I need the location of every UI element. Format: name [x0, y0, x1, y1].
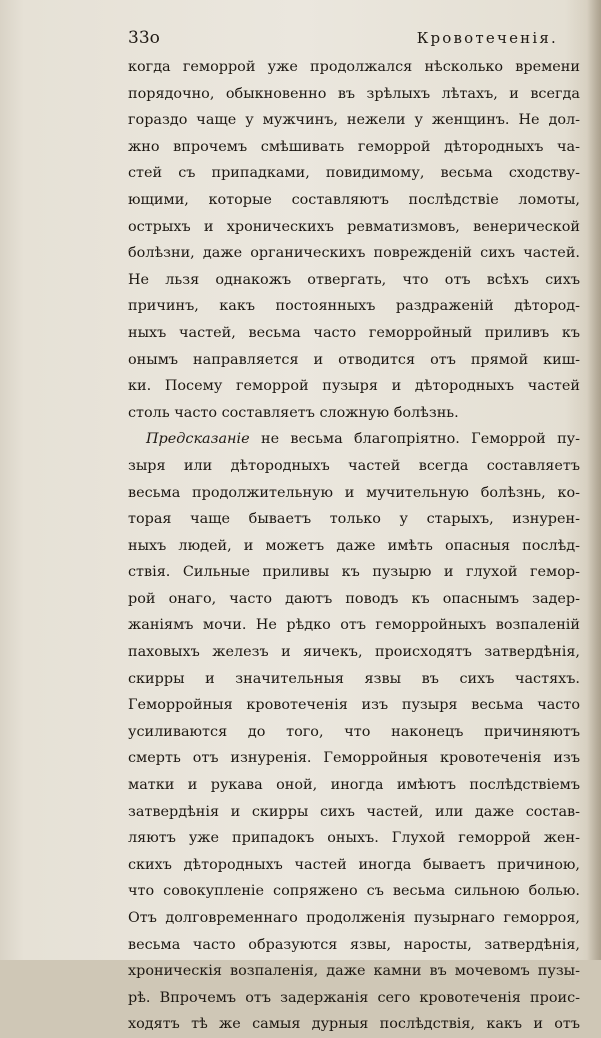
text-line-content: хроническія возпаленія, даже камни въ мочевомъ пузы- [128, 963, 580, 980]
text-line [128, 506, 580, 533]
text-line-content: причинъ, какъ постоянныхъ раздраженій дѣтород- [128, 298, 580, 315]
text-line [128, 905, 580, 932]
text-line [128, 958, 580, 985]
text-line [128, 453, 580, 480]
text-line [128, 160, 580, 187]
text-line-content: весьма продолжительную и мучительную болѣзнь, ко- [128, 484, 580, 501]
running-head: Кровотеченія. [416, 29, 558, 47]
text-line [128, 134, 580, 161]
text-line-content: порядочно, обыкновенно въ зрѣлыхъ лѣтахъ, и всегда [128, 85, 580, 102]
text-line-content: жаніямъ мочи. Не рѣдко отъ геморройныхъ возпаленій [128, 617, 580, 634]
text-line [128, 666, 580, 693]
text-line-content: онымъ направляется и отводится отъ прямой киш- [128, 351, 580, 368]
text-line-content: затвердѣнія и скирры сихъ частей, или даже состав- [128, 803, 580, 820]
text-line [128, 639, 580, 666]
text-line-content: усиливаются до того, что наконецъ причиняютъ [128, 723, 580, 740]
text-line-content: когда геморрой уже продолжался нѣсколько времени [128, 59, 580, 75]
text-line [128, 745, 580, 772]
text-line [128, 719, 580, 746]
text-line [128, 373, 580, 400]
text-line [128, 1011, 580, 1038]
text-line-content: торая чаще бываетъ только у старыхъ, изнурен- [128, 511, 580, 528]
text-line-content: болѣзни, даже органическихъ поврежденій сихъ частей. [128, 245, 580, 262]
text-line [128, 54, 580, 81]
text-line [128, 799, 580, 826]
text-line-content: рѣ. Впрочемъ отъ задержанія сего кровотеченія проис- [128, 989, 580, 1006]
text-line-content: ки. Посему геморрой пузыря и дѣтородныхъ частей [128, 378, 580, 395]
page-edge-shadow [587, 0, 601, 960]
page-number: 33o [128, 28, 160, 48]
section-lead-word: Предсказаніе [146, 431, 250, 448]
text-line [128, 586, 580, 613]
text-line-content: не весьма благопріятно. Геморрой пу- [249, 431, 580, 448]
text-line-content: ныхъ людей, и можетъ даже имѣть опасныя послѣд- [128, 537, 580, 554]
text-line-content: ющими, которые составляютъ послѣдствіе ломоты, [128, 191, 580, 208]
text-line [128, 772, 580, 799]
text-line-content: жно впрочемъ смѣшивать геморрой дѣтородныхъ ча- [128, 138, 580, 155]
text-line-content: скихъ дѣтородныхъ частей иногда бываетъ причиною, [128, 856, 580, 873]
text-line [128, 240, 580, 267]
text-line-content: стей съ припадками, повидимому, весьма сходству- [128, 165, 580, 182]
body-text [128, 54, 580, 1038]
text-line-content: столь часто составляетъ сложную болѣзнь. [128, 404, 459, 421]
text-line-content: рой онаго, часто даютъ поводъ къ опаснымъ задер- [128, 590, 580, 607]
text-line [128, 559, 580, 586]
text-line [128, 347, 580, 374]
text-line-content: матки и рукава оной, иногда имѣютъ послѣдствіемъ [128, 777, 580, 794]
text-line-content: паховыхъ железъ и яичекъ, происходятъ затвердѣнія, [128, 644, 580, 661]
text-line-content: гораздо чаще у мужчинъ, нежели у женщинъ. Не дол- [128, 112, 580, 129]
text-line-content: острыхъ и хроническихъ ревматизмовъ, венерической [128, 218, 580, 235]
text-line-content: зыря или дѣтородныхъ частей всегда составляетъ [128, 457, 580, 474]
page-header [128, 28, 558, 52]
text-line [128, 852, 580, 879]
text-line [128, 533, 580, 560]
text-line-content: скирры и значительныя язвы въ сихъ частяхъ. [128, 670, 580, 687]
text-line [128, 107, 580, 134]
text-line [128, 400, 580, 427]
text-line-content: ствія. Сильные приливы къ пузырю и глухой гемор- [128, 564, 580, 581]
text-line-content: ныхъ частей, весьма часто геморройный приливъ къ [128, 324, 580, 341]
text-line-content: смерть отъ изнуренія. Геморройныя кровотеченія изъ [128, 750, 580, 767]
text-line [128, 81, 580, 108]
text-line [128, 825, 580, 852]
text-line [128, 985, 580, 1012]
text-line [128, 267, 580, 294]
text-line-content: Не льзя однакожъ отвергать, что отъ всѣхъ сихъ [128, 271, 580, 288]
text-line [128, 878, 580, 905]
text-line-content: Отъ долговременнаго продолженія пузырнаго геморроя, [128, 910, 580, 926]
text-line [128, 932, 580, 959]
text-line-content: Геморройныя кровотеченія изъ пузыря весьма часто [128, 697, 580, 714]
text-line [128, 612, 580, 639]
text-line [128, 692, 580, 719]
text-line [128, 480, 580, 507]
text-line [128, 426, 580, 453]
text-line-content: что совокупленіе сопряжено съ весьма сильною болью. [128, 883, 580, 900]
text-line [128, 293, 580, 320]
text-line-content: весьма часто образуются язвы, наросты, затвердѣнія, [128, 936, 580, 953]
text-line-content: ляютъ уже припадокъ оныхъ. Глухой геморрой жен- [128, 830, 580, 847]
text-line [128, 320, 580, 347]
text-line-content: ходятъ тѣ же самыя дурныя послѣдствія, какъ и отъ [128, 1016, 580, 1033]
text-line [128, 214, 580, 241]
text-line [128, 187, 580, 214]
